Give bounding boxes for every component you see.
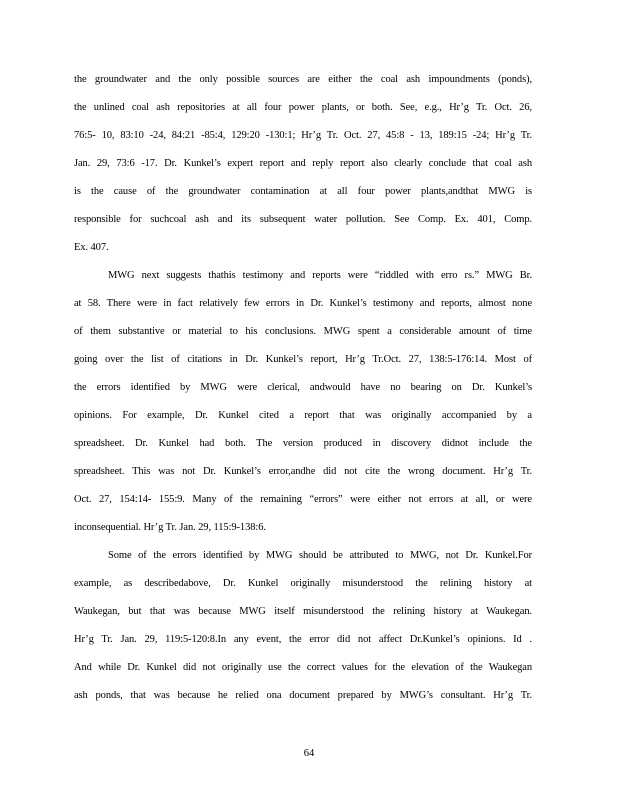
text-line: 76:5- 10, 83:10 -24, 84:21 -85:4, 129:20 -130:1; Hr’g Tr. Oct. 27, 45:8 - 13, 189:15 -24; Hr’g Tr.	[74, 130, 532, 141]
text-line: ash ponds, that was because he relied ona document prepared by MWG’s consultant. Hr’g Tr.	[74, 690, 532, 701]
text-line: example, as describedabove, Dr. Kunkel originally misunderstood the relining history at	[74, 578, 532, 589]
text-line: And while Dr. Kunkel did not originally use the correct values for the elevation of the Waukegan	[74, 662, 532, 673]
text-line: responsible for suchcoal ash and its subsequent water pollution. See Comp. Ex. 401, Comp.	[74, 214, 532, 225]
paragraph-first-line: Some of the errors identified by MWG should be attributed to MWG, not Dr. Kunkel.For	[108, 550, 532, 561]
text-line: inconsequential. Hr’g Tr. Jan. 29, 115:9-138:6.	[74, 522, 266, 533]
text-line: the unlined coal ash repositories at all four power plants, or both. See, e.g., Hr’g Tr. Oct. 26,	[74, 102, 532, 113]
text-line: spreadsheet. Dr. Kunkel had both. The version produced in discovery didnot include the	[74, 438, 532, 449]
text-line: Waukegan, but that was because MWG itself misunderstood the relining history at Waukegan.	[74, 606, 532, 617]
text-line: Oct. 27, 154:14- 155:9. Many of the remaining “errors” were either not errors at all, or were	[74, 494, 532, 505]
text-line: Jan. 29, 73:6 -17. Dr. Kunkel’s expert report and reply report also clearly conclude that coal ash	[74, 158, 532, 169]
text-line: opinions. For example, Dr. Kunkel cited a report that was originally accompanied by a	[74, 410, 532, 421]
text-line: the errors identified by MWG were clerical, andwould have no bearing on Dr. Kunkel’s	[74, 382, 532, 393]
paragraph-first-line: MWG next suggests thathis testimony and reports were “riddled with erro rs.” MWG Br.	[108, 270, 532, 281]
page-number: 64	[303, 748, 315, 759]
text-line: of them substantive or material to his conclusions. MWG spent a considerable amount of time	[74, 326, 532, 337]
text-line: spreadsheet. This was not Dr. Kunkel’s error,andhe did not cite the wrong document. Hr’g Tr.	[74, 466, 532, 477]
text-line: Ex. 407.	[74, 242, 109, 253]
text-line: Hr’g Tr. Jan. 29, 119:5-120:8.In any event, the error did not affect Dr.Kunkel’s opinions. Id .	[74, 634, 532, 645]
text-line: the groundwater and the only possible sources are either the coal ash impoundments (ponds),	[74, 74, 532, 85]
text-line: at 58. There were in fact relatively few errors in Dr. Kunkel’s testimony and reports, almost none	[74, 298, 532, 309]
text-line: going over the list of citations in Dr. Kunkel’s report, Hr’g Tr.Oct. 27, 138:5-176:14. Most of	[74, 354, 532, 365]
text-line: is the cause of the groundwater contamination at all four power plants,andthat MWG is	[74, 186, 532, 197]
